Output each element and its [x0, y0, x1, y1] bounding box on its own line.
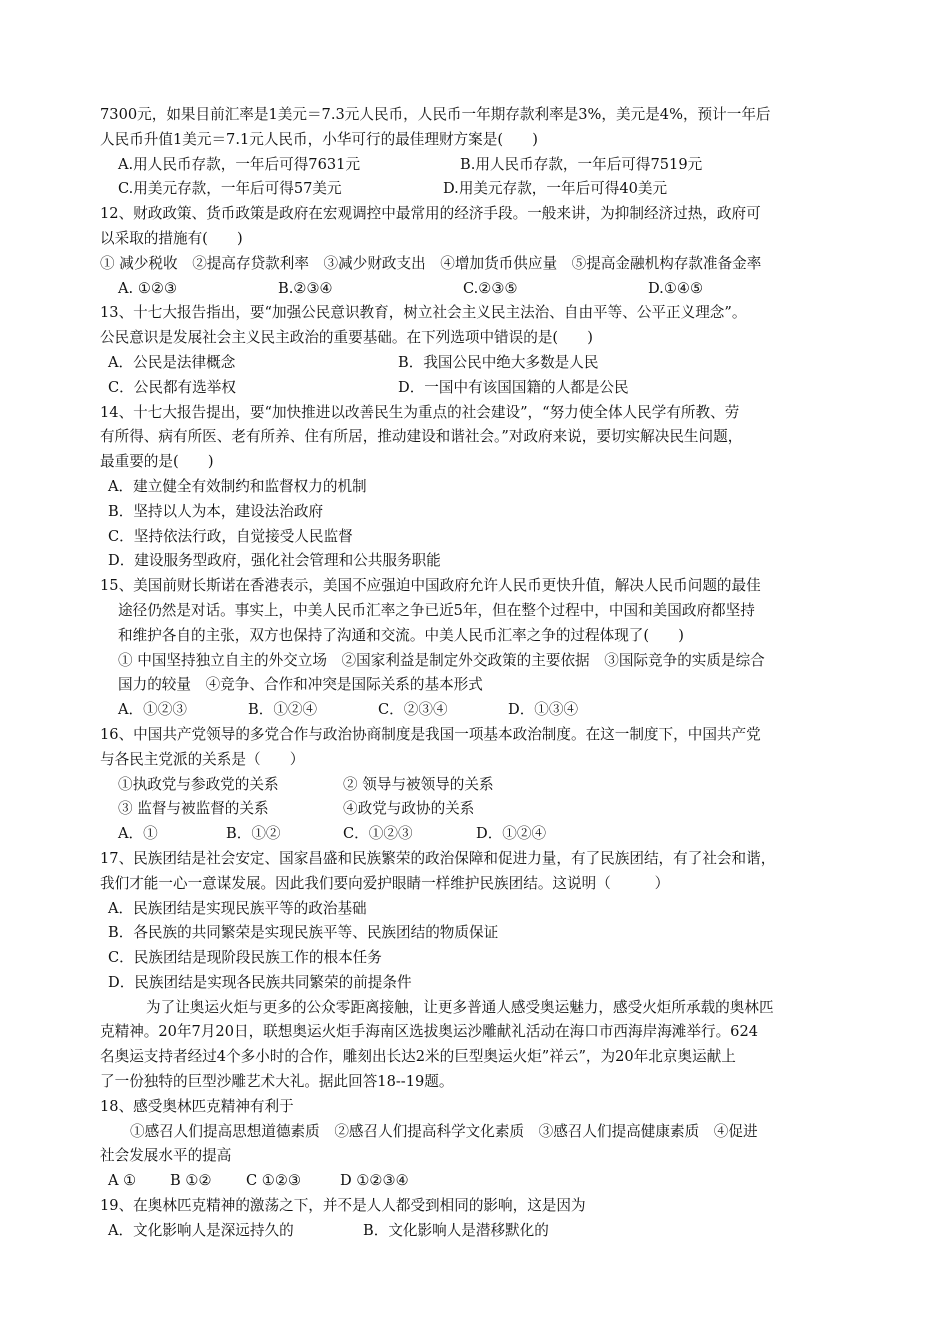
question-12-items: ① 减少税收 ②提高存贷款利率 ③减少财政支出 ④增加货币供应量 ⑤提高金融机构存款准备金率	[100, 254, 762, 272]
question-17-stem: 我们才能一心一意谋发展。因此我们要向爱护眼睛一样维护民族团结。这说明（ ）	[100, 874, 670, 892]
question-15-items: 国力的较量 ④竞争、合作和冲突是国际关系的基本形式	[118, 676, 483, 694]
option-a: A．①②③	[118, 701, 187, 719]
question-18-items: ①感召人们提高思想道德素质 ②感召人们提高科学文化素质 ③感召人们提高健康素质 ④促进	[130, 1122, 758, 1140]
option-d: D.①④⑤	[648, 279, 704, 297]
items-row	[100, 773, 860, 798]
text-line: 7300元，如果目前汇率是1美元＝7.3元人民币，人民币一年期存款利率是3%，美元是4%，预计一年后	[100, 106, 771, 123]
question-12-stem: 以采取的措施有( )	[100, 229, 243, 247]
passage-line: 克精神。20年7月20日，联想奥运火炬手海南区选拔奥运沙雕献礼活动在海口市西海岸海滩举行。624	[100, 1023, 759, 1041]
option-d: D．①②④	[476, 825, 547, 843]
option-a: A. ①②③	[118, 279, 178, 297]
option-b: B．①②④	[248, 701, 318, 719]
option-c: C ①②③	[246, 1172, 302, 1190]
option-d: D．民族团结是实现各民族共同繁荣的前提条件	[108, 973, 412, 991]
item-4: ④政党与政协的关系	[343, 800, 475, 818]
option-c: C．①②③	[343, 825, 413, 843]
option-c: C.用美元存款，一年后可得57美元	[118, 180, 342, 198]
option-a: A．建立健全有效制约和监督权力的机制	[108, 477, 367, 495]
option-d: D ①②③④	[340, 1172, 409, 1190]
option-d: D.用美元存款，一年后可得40美元	[443, 180, 668, 198]
option-b: B．坚持以人为本，建设法治政府	[108, 502, 324, 520]
options-row	[100, 1169, 860, 1194]
question-16-stem: 16、中国共产党领导的多党合作与政治协商制度是我国一项基本政治制度。在这一制度下，中国共产党	[100, 725, 761, 743]
option-b: B．①②	[226, 825, 281, 843]
option-a: A．民族团结是实现民族平等的政治基础	[108, 899, 367, 917]
items-row	[100, 797, 860, 822]
options-row	[100, 698, 860, 723]
option-b: B．文化影响人是潜移默化的	[363, 1221, 549, 1239]
option-d: D．①③④	[508, 701, 579, 719]
question-14-stem: 有所得、病有所医、老有所养、住有所居，推动建设和谐社会。”对政府来说，要切实解决民生问题，	[100, 428, 743, 446]
question-13-stem: 公民意识是发展社会主义民主政治的重要基础。在下列选项中错误的是( )	[100, 329, 593, 347]
item-2: ② 领导与被领导的关系	[343, 775, 494, 793]
question-18-items: 社会发展水平的提高	[100, 1147, 232, 1165]
option-b: B．我国公民中绝大多数是人民	[398, 353, 599, 371]
option-c: C．坚持依法行政，自觉接受人民监督	[108, 527, 353, 545]
options-row	[100, 153, 860, 178]
document-body	[100, 103, 860, 1244]
text-line: 人民币升值1美元＝7.1元人民币，小华可行的最佳理财方案是( )	[100, 130, 538, 148]
option-c: C．公民都有选举权	[108, 378, 236, 396]
options-row	[100, 376, 860, 401]
option-a: A ①	[108, 1172, 137, 1190]
question-16-stem: 与各民主党派的关系是（ ）	[100, 750, 305, 768]
question-13-stem: 13、十七大报告指出，要“加强公民意识教育，树立社会主义民主法治、自由平等、公平正义理念”。	[100, 304, 747, 322]
option-a: A．公民是法律概念	[108, 353, 236, 371]
passage-line: 为了让奥运火炬与更多的公众零距离接触，让更多普通人感受奥运魅力，感受火炬所承载的奥林匹	[146, 998, 774, 1016]
passage-line: 了一份独特的巨型沙雕艺术大礼。据此回答18--19题。	[100, 1073, 454, 1091]
options-row	[100, 822, 860, 847]
option-c: C.②③⑤	[463, 279, 518, 297]
item-3: ③ 监督与被监督的关系	[118, 800, 269, 818]
question-15-stem: 15、美国前财长斯诺在香港表示，美国不应强迫中国政府允许人民币更快升值，解决人民币问题的最佳	[100, 577, 761, 595]
option-c: C．②③④	[378, 701, 448, 719]
option-a: A．文化影响人是深远持久的	[108, 1221, 294, 1239]
question-15-stem: 途径仍然是对话。事实上，中美人民币汇率之争已近5年，但在整个过程中，中国和美国政府都坚持	[118, 601, 755, 619]
option-b: B．各民族的共同繁荣是实现民族平等、民族团结的物质保证	[108, 924, 499, 942]
options-row	[100, 351, 860, 376]
question-15-stem: 和维护各自的主张，双方也保持了沟通和交流。中美人民币汇率之争的过程体现了( )	[118, 626, 684, 644]
option-b: B.②③④	[278, 279, 333, 297]
item-1: ①执政党与参政党的关系	[118, 775, 279, 793]
question-18-stem: 18、感受奥林匹克精神有利于	[100, 1097, 294, 1115]
question-12-stem: 12、财政政策、货币政策是政府在宏观调控中最常用的经济手段。一般来讲，为抑制经济过热，政府可	[100, 205, 761, 223]
option-b: B ①②	[170, 1172, 212, 1190]
option-b: B.用人民币存款，一年后可得7519元	[460, 155, 703, 173]
options-row	[100, 177, 860, 202]
question-14-stem: 14、十七大报告提出，要“加快推进以改善民生为重点的社会建设”，“努力使全体人民学有所教、劳	[100, 403, 740, 421]
question-15-items: ① 中国坚持独立自主的外交立场 ②国家利益是制定外交政策的主要依据 ③国际竞争的实质是综合	[118, 651, 765, 669]
question-17-stem: 17、民族团结是社会安定、国家昌盛和民族繁荣的政治保障和促进力量，有了民族团结，有了社会和谐，	[100, 849, 776, 867]
options-row	[100, 1219, 860, 1244]
option-a: A．①	[118, 825, 158, 843]
option-d: D．建设服务型政府，强化社会管理和公共服务职能	[108, 552, 441, 570]
option-c: C．民族团结是现阶段民族工作的根本任务	[108, 949, 382, 967]
option-a: A.用人民币存款，一年后可得7631元	[118, 155, 361, 173]
option-d: D．一国中有该国国籍的人都是公民	[398, 378, 629, 396]
passage-line: 名奥运支持者经过4个多小时的合作，雕刻出长达2米的巨型奥运火炬”祥云”，为20年北京奥运献上	[100, 1048, 736, 1066]
question-19-stem: 19、在奥林匹克精神的激荡之下，并不是人人都受到相同的影响，这是因为	[100, 1197, 586, 1215]
question-14-stem: 最重要的是( )	[100, 453, 214, 471]
options-row	[100, 277, 860, 302]
